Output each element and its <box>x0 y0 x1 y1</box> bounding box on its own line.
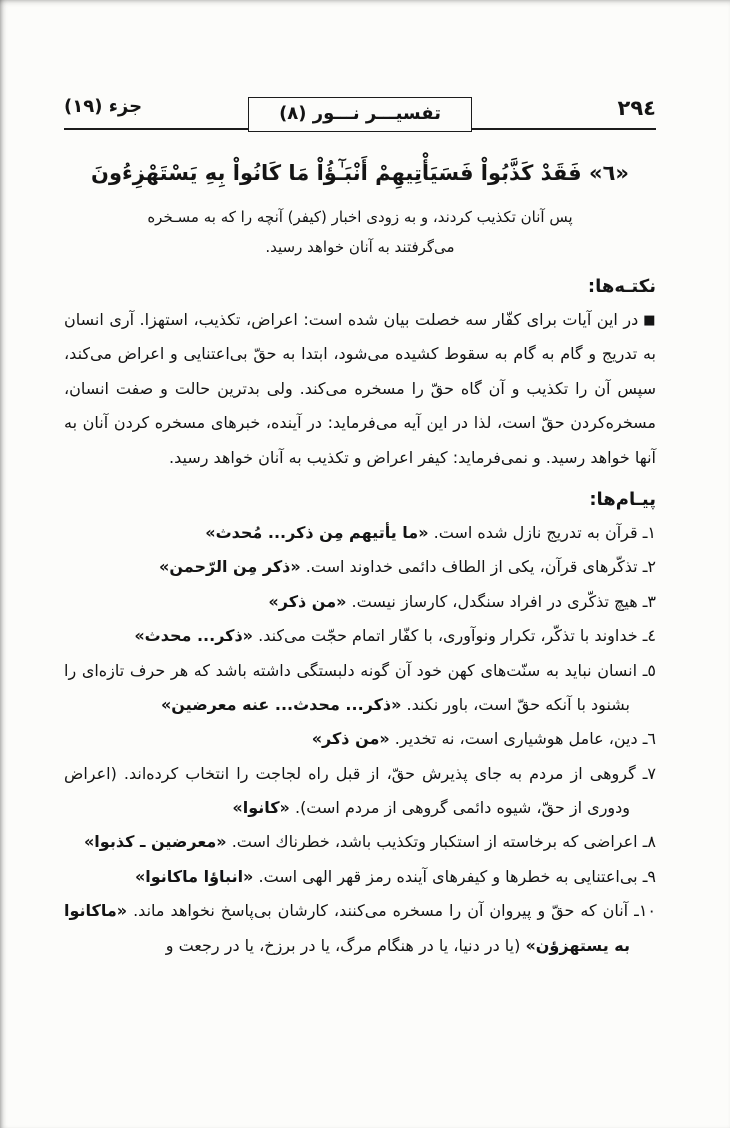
citation: «كانوا» <box>232 798 290 818</box>
citation: «ماكانوا به يستهزؤن» <box>64 901 630 955</box>
quran-verse: «٦» فَقَدْ كَذَّبُواْ فَسَيَأْتِيهِمْ أَنْبَـٰٓؤُاْ مَا كَانُواْ بِهِ يَسْتَهْزِءُونَ <box>91 161 629 185</box>
citation: «انباؤا ماكانوا» <box>134 866 254 886</box>
citation: «ذكر... محدث... عنه معرضين» <box>160 694 402 714</box>
message-item: ٢ـ تذكّرهاى قرآن، يكى از الطاف دائمى خداوند است. «ذكر مِن الرّحمن» <box>159 557 656 577</box>
citation: «ذكر مِن الرّحمن» <box>159 557 301 577</box>
section-heading-notes: نكتـه‌ها: <box>587 276 656 297</box>
message-item: ٤ـ خداوند با تذكّر، تكرار ونوآورى، با كفّار اتمام حجّت مى‌كند. «ذكر... محدث» <box>134 626 656 646</box>
citation: «معرضين ـ كذبوا» <box>83 832 227 852</box>
message-item: ١٠ـ آنان كه حقّ و پيروان آن را مسخره مى‌كنند، كارشان بى‌پاسخ نخواهد ماند. «ماكانوا به يستهزؤن» (يا در دنيا، يا در هنگام مرگ، يا در برزخ، يا در رجعت و <box>64 901 656 955</box>
message-item: ٧ـ گروهى از مردم به جاى پذيرش حقّ، از قبل راه لجاجت را انتخاب كرده‌اند. (اعراض ودورى از حقّ، شيوه دائمى گروهى از مردم است). «كانوا» <box>64 763 656 818</box>
citation: «من ذكر» <box>311 729 390 749</box>
message-item: ٥ـ انسان نبايد به سنّت‌هاى كهن خود آن گونه دلبستگى داشته باشد كه هر حرف تازه‌اى را بشنود با آنكه حقّ است، باور نكند. «ذكر... محدث... عنه معرضين» <box>64 660 656 714</box>
notes-text: در اين آيات براى كفّار سه خصلت بيان شده است: اعراض، تكذيب، استهزا. آرى انسان به تدريج و گام به گام به سقوط كشيده مى‌شود، ابتدا به حقّ بى‌اعتنايى و اعراض مى‌كند، سپس آن را تكذيب و آن گاه حقّ را مسخره مى‌كند. ولى بدترين حالت و صفت انسان، مسخره‌كردن حقّ است، لذا در اين آيه مى‌فرمايد: در آينده، خبرهاى مسخره كردن آنان به آنها خواهد رسيد. و نمى‌فرمايد: كيفر اعراض و تكذيب به آنان خواهد رسيد. <box>64 310 656 467</box>
juz-label: جزء (١٩) <box>64 96 143 117</box>
square-bullet-icon: ■ <box>643 313 656 328</box>
translation-line-2: مى‌گرفتند به آنان خواهد رسيد. <box>265 238 455 256</box>
page-number: ٢٩٤ <box>617 96 656 120</box>
book-title: تفسيـــر نـــور (٨) <box>248 97 472 132</box>
citation: «ما يأتيهم مِن ذكر... مُحدث» <box>205 522 429 542</box>
message-item: ٩ـ بى‌اعتنايى به خطرها و كيفرهاى آينده رمز قهر الهى است. «انباؤا ماكانوا» <box>134 866 656 886</box>
citation: «ذكر... محدث» <box>134 626 254 646</box>
notes-paragraph <box>64 303 656 475</box>
message-item: ٣ـ هيچ تذكّرى در افراد سنگدل، كارساز نيست. «من ذكر» <box>268 591 656 611</box>
messages-list <box>64 516 656 963</box>
page-header <box>64 96 656 132</box>
section-heading-messages: پيـام‌ها: <box>589 488 656 510</box>
message-item: ٦ـ دين، عامل هوشيارى است، نه تخدير. «من ذكر» <box>311 729 656 749</box>
citation: «من ذكر» <box>268 591 347 611</box>
message-item: ٨ـ اعراضى كه برخاسته از استكبار وتكذيب باشد، خطرناك است. «معرضين ـ كذبوا» <box>83 832 656 852</box>
translation-line-1: پس آنان تكذيب كردند، و به زودى اخبار (كيفر) آنچه را كه به مسـخره <box>147 208 573 226</box>
message-item: ١ـ قرآن به تدريج نازل شده است. «ما يأتيهم مِن ذكر... مُحدث» <box>205 522 656 542</box>
verse-translation <box>64 202 656 262</box>
